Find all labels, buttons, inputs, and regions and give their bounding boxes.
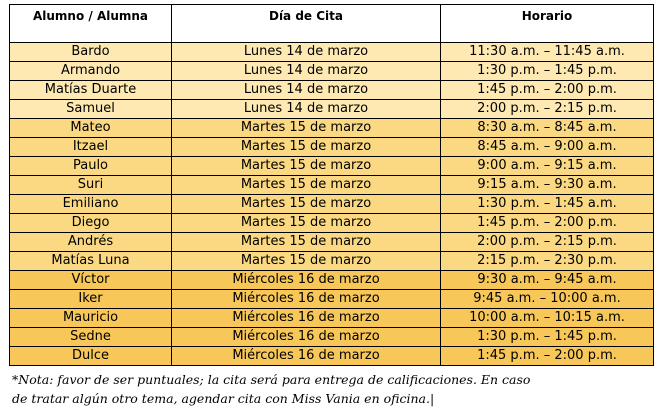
table-row [10,138,654,157]
cell-day: Martes 15 de marzo [172,157,441,176]
cell-day: Martes 15 de marzo [172,119,441,138]
cell-time: 1:30 p.m. – 1:45 p.m. [441,62,654,81]
cell-student: Matías Luna [10,252,172,271]
cell-student: Samuel [10,100,172,119]
cell-student: Bardo [10,43,172,62]
table-row [10,157,654,176]
table-row [10,195,654,214]
table-row [10,43,654,62]
cell-time: 9:45 a.m. – 10:00 a.m. [441,290,654,309]
cell-day: Lunes 14 de marzo [172,81,441,100]
cell-time: 1:45 p.m. – 2:00 p.m. [441,81,654,100]
cell-student: Mateo [10,119,172,138]
cell-time: 1:30 p.m. – 1:45 p.m. [441,328,654,347]
cell-time: 1:45 p.m. – 2:00 p.m. [441,347,654,366]
table-row [10,271,654,290]
table-row [10,119,654,138]
table-row [10,290,654,309]
cell-student: Itzael [10,138,172,157]
cell-time: 9:30 a.m. – 9:45 a.m. [441,271,654,290]
header-student: Alumno / Alumna [10,5,172,43]
cell-student: Suri [10,176,172,195]
table-row [10,176,654,195]
cell-student: Víctor [10,271,172,290]
table-row [10,100,654,119]
cell-student: Dulce [10,347,172,366]
cell-day: Martes 15 de marzo [172,233,441,252]
cell-day: Martes 15 de marzo [172,176,441,195]
cell-time: 10:00 a.m. – 10:15 a.m. [441,309,654,328]
cell-time: 8:30 a.m. – 8:45 a.m. [441,119,654,138]
cell-day: Lunes 14 de marzo [172,43,441,62]
table-row [10,62,654,81]
table-row [10,328,654,347]
cell-day: Lunes 14 de marzo [172,100,441,119]
cell-day: Miércoles 16 de marzo [172,290,441,309]
cell-student: Iker [10,290,172,309]
footnote[interactable]: *Nota: favor de ser puntuales; la cita será para entrega de calificaciones. En caso de tratar algún otro tema, agendar cita con Miss Vania en oficina.| [12,372,531,406]
cell-student: Mauricio [10,309,172,328]
table-row [10,347,654,366]
cell-day: Martes 15 de marzo [172,214,441,233]
cell-time: 1:30 p.m. – 1:45 a.m. [441,195,654,214]
cell-student: Andrés [10,233,172,252]
cell-time: 1:45 p.m. – 2:00 p.m. [441,214,654,233]
table-row [10,81,654,100]
cell-time: 9:00 a.m. – 9:15 a.m. [441,157,654,176]
cell-student: Emiliano [10,195,172,214]
cell-time: 2:00 p.m. – 2:15 p.m. [441,233,654,252]
table-row [10,233,654,252]
cell-time: 8:45 a.m. – 9:00 a.m. [441,138,654,157]
cell-day: Lunes 14 de marzo [172,62,441,81]
cell-student: Paulo [10,157,172,176]
cell-day: Miércoles 16 de marzo [172,271,441,290]
appointments-table [9,4,654,366]
cell-student: Matías Duarte [10,81,172,100]
cell-time: 9:15 a.m. – 9:30 a.m. [441,176,654,195]
cell-day: Miércoles 16 de marzo [172,309,441,328]
cell-day: Martes 15 de marzo [172,138,441,157]
table-row [10,309,654,328]
cell-time: 2:15 p.m. – 2:30 p.m. [441,252,654,271]
header-day: Día de Cita [172,5,441,43]
cell-day: Miércoles 16 de marzo [172,328,441,347]
header-row [10,5,654,43]
table-row [10,214,654,233]
header-time: Horario [441,5,654,43]
cell-time: 11:30 a.m. – 11:45 a.m. [441,43,654,62]
cell-student: Diego [10,214,172,233]
cell-day: Miércoles 16 de marzo [172,347,441,366]
cell-time: 2:00 p.m. – 2:15 p.m. [441,100,654,119]
cell-day: Martes 15 de marzo [172,195,441,214]
cell-day: Martes 15 de marzo [172,252,441,271]
cell-student: Sedne [10,328,172,347]
schedule-container [9,4,653,366]
cell-student: Armando [10,62,172,81]
table-row [10,252,654,271]
